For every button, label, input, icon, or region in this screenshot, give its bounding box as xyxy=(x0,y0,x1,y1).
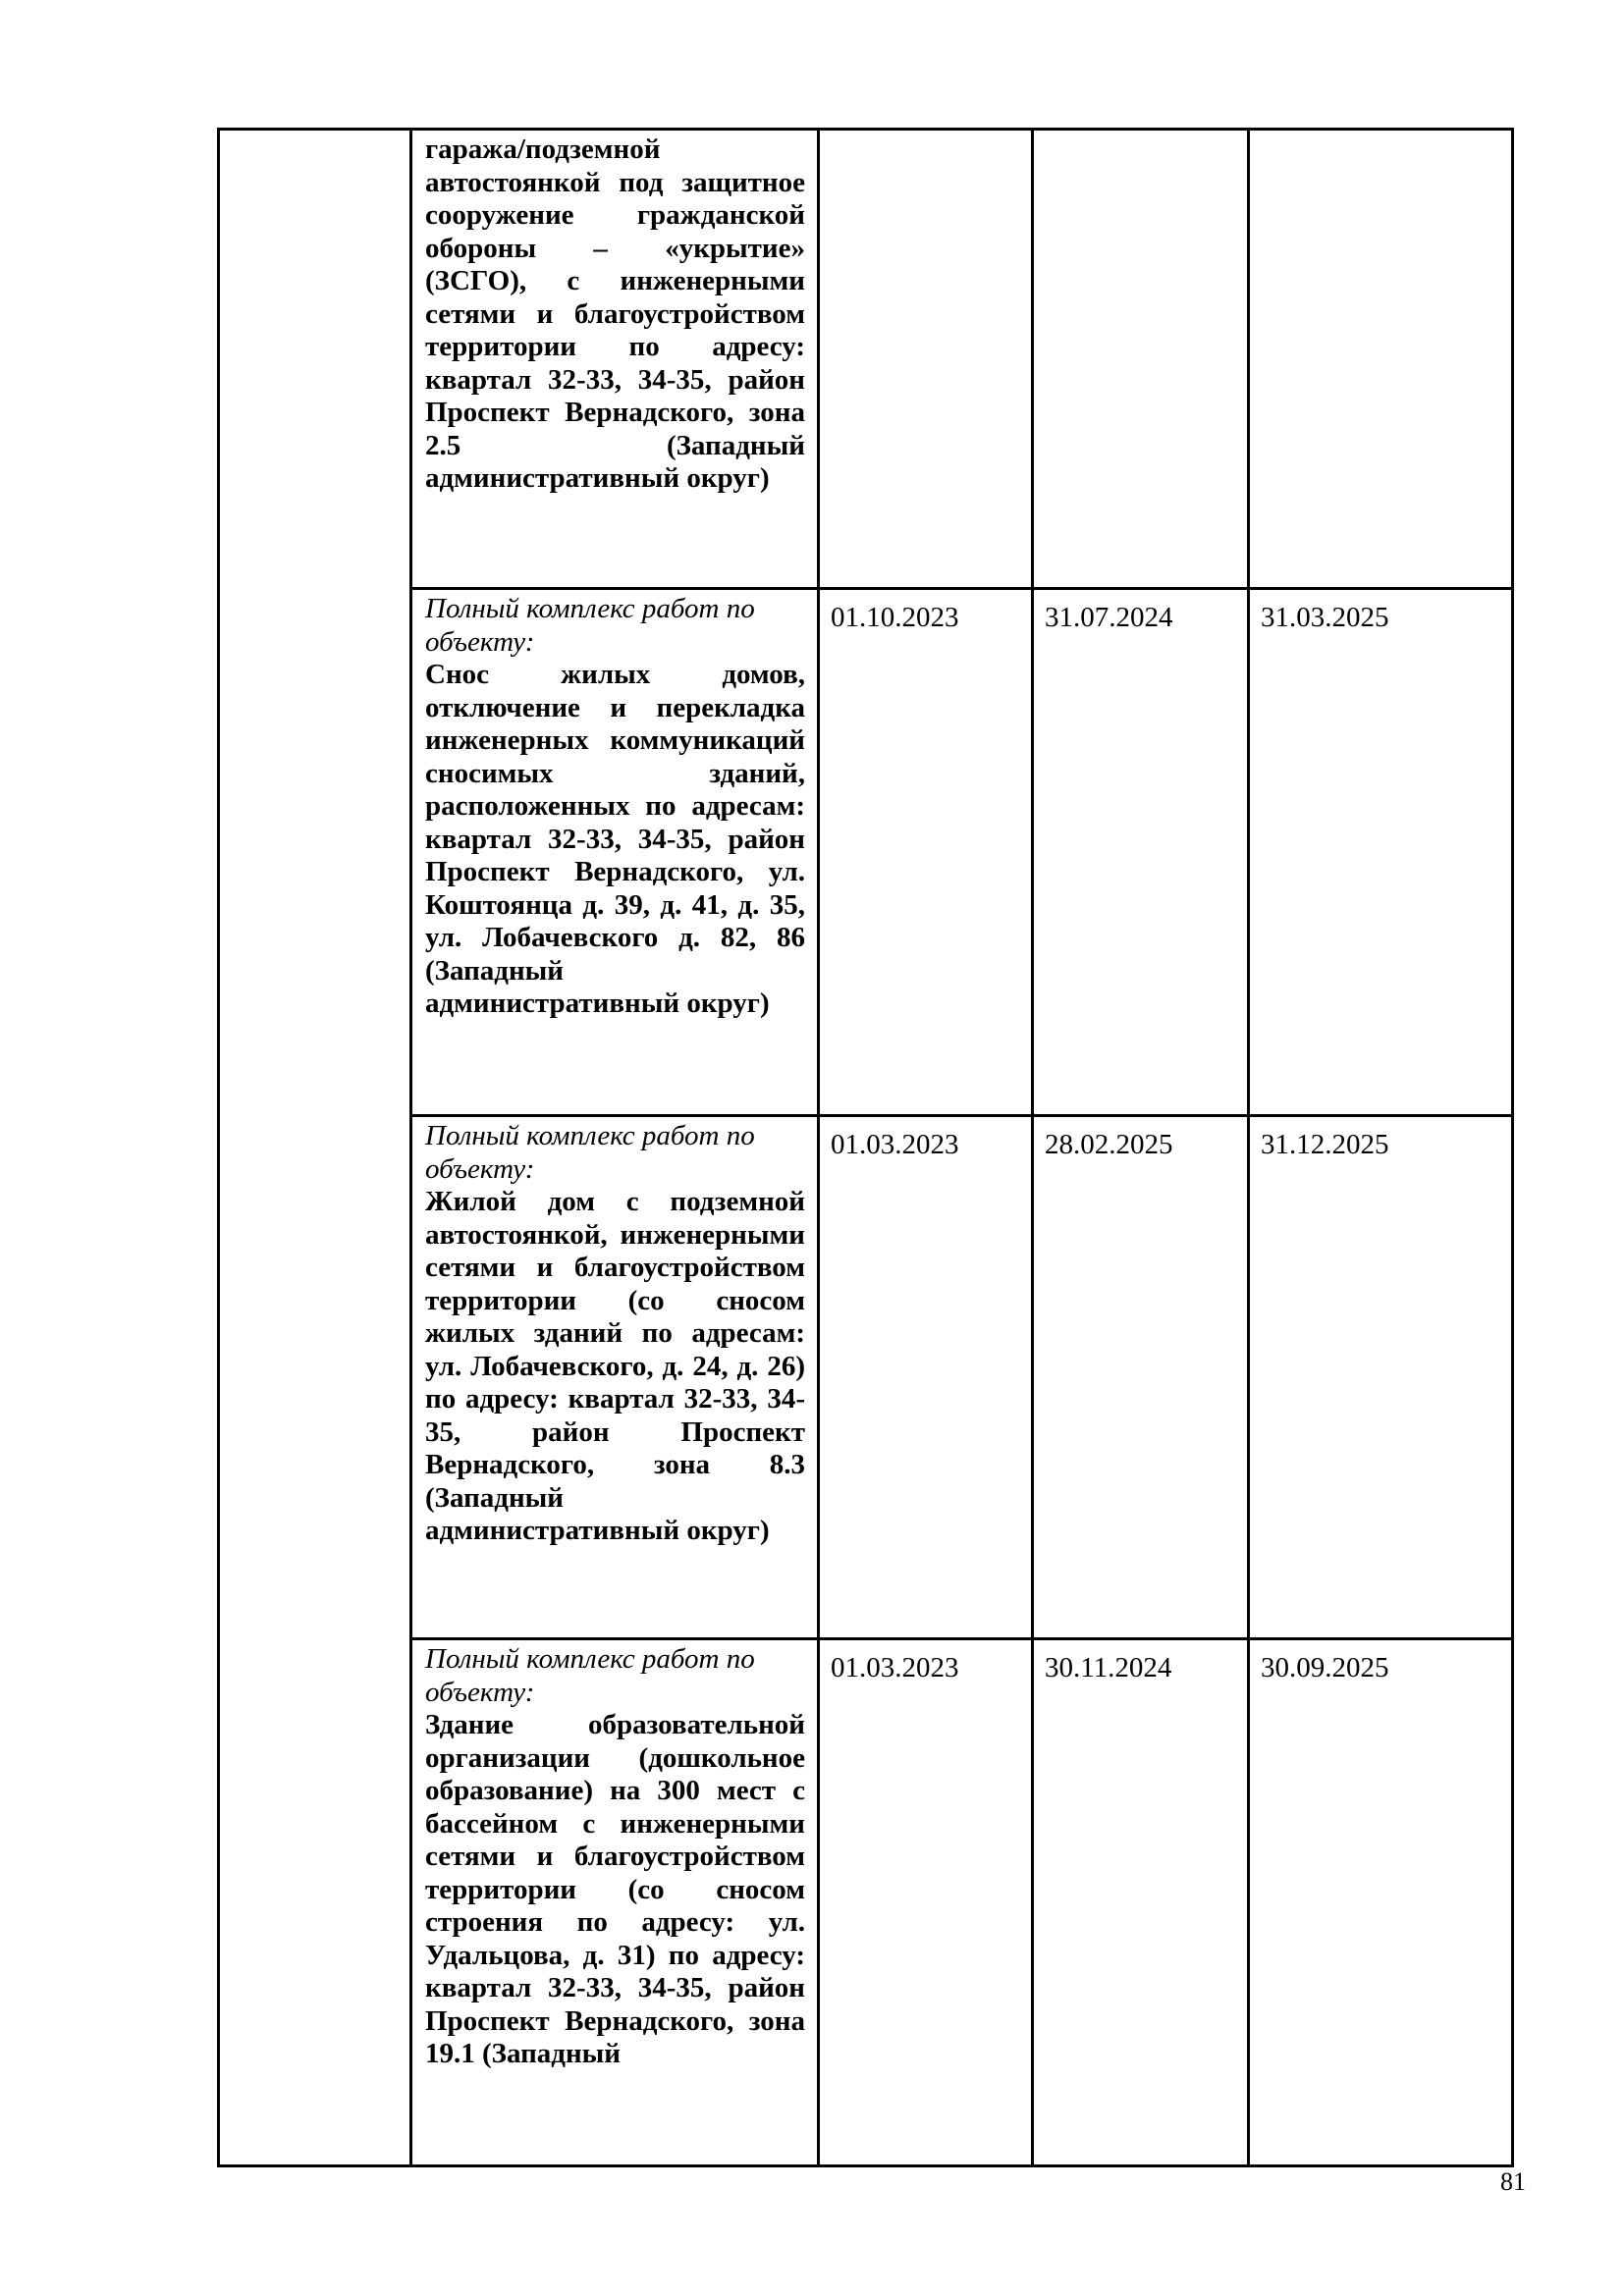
work-scope-label: Полный комплекс работ по объекту: xyxy=(425,1643,755,1708)
project-description-cell xyxy=(411,130,819,589)
date-mid-cell: 31.07.2024 xyxy=(1033,589,1249,1116)
project-description-text: Здание образовательной организации (дошкольное образование) на 300 мест с бассейном с инженерными сетями и благоустройством территории (со сносом строения по адресу: ул. Удальцова, д. 31) по адресу: квартал 32-33, 34-35, район Проспект Вернадского, зона 19.1 (Западный xyxy=(425,1709,805,2069)
project-description-cell xyxy=(411,1639,819,2166)
page-number: 81 xyxy=(1500,2167,1526,2196)
work-scope-label: Полный комплекс работ по объекту: xyxy=(425,593,755,658)
project-description-text: Жилой дом с подземной автостоянкой, инженерными сетями и благоустройством территории (со сносом жилых зданий по адресам: ул. Лобачевского, д. 24, д. 26) по адресу: квартал 32-33, 34-35, район Проспект Вернадского, зона 8.3 (Западный административный округ) xyxy=(425,1186,805,1546)
table-row xyxy=(219,1116,1513,1639)
table-row xyxy=(219,130,1513,589)
date-mid-cell: 30.11.2024 xyxy=(1033,1639,1249,2166)
date-end-cell: 31.03.2025 xyxy=(1249,589,1513,1116)
project-description-text: гаража/подземной автостоянкой под защитное сооружение гражданской обороны – «укрытие» (ЗСГО), с инженерными сетями и благоустройством территории по адресу: квартал 32-33, 34-35, район Проспект Вернадского, зона 2.5 (Западный административный округ) xyxy=(425,133,805,494)
project-description-cell xyxy=(411,589,819,1116)
date-mid-cell: 28.02.2025 xyxy=(1033,1116,1249,1639)
date-end-cell: 31.12.2025 xyxy=(1249,1116,1513,1639)
date-end-cell xyxy=(1249,130,1513,589)
date-start-cell: 01.03.2023 xyxy=(819,1116,1033,1639)
row-label-cell xyxy=(219,130,411,2166)
projects-schedule-table xyxy=(217,128,1514,2167)
date-start-cell xyxy=(819,130,1033,589)
date-start-cell: 01.03.2023 xyxy=(819,1639,1033,2166)
date-start-cell: 01.10.2023 xyxy=(819,589,1033,1116)
project-description-text: Снос жилых домов, отключение и перекладка инженерных коммуникаций сносимых зданий, расположенных по адресам: квартал 32-33, 34-35, район Проспект Вернадского, ул. Коштоянца д. 39, д. 41, д. 35, ул. Лобачевского д. 82, 86 (Западный административный округ) xyxy=(425,659,805,1019)
work-scope-label: Полный комплекс работ по объекту: xyxy=(425,1120,755,1185)
date-end-cell: 30.09.2025 xyxy=(1249,1639,1513,2166)
date-mid-cell xyxy=(1033,130,1249,589)
table-row xyxy=(219,1639,1513,2166)
table-row xyxy=(219,589,1513,1116)
project-description-cell xyxy=(411,1116,819,1639)
